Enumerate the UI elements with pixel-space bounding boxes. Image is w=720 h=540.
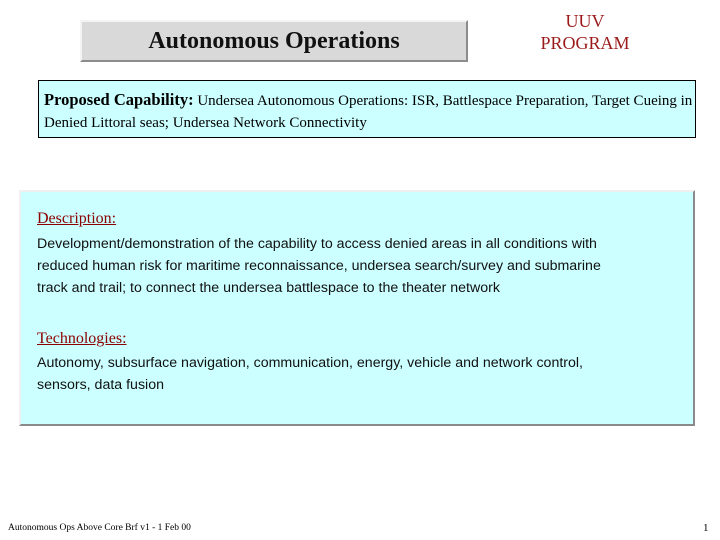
page-number: 1 [703, 522, 709, 534]
description-heading: Description: [37, 210, 117, 227]
capability-label: Proposed Capability: [44, 90, 194, 109]
technologies-text: Autonomy, subsurface navigation, communication, energy, vehicle and network control, sensors, data fusion [37, 355, 583, 393]
technologies-heading: Technologies: [37, 330, 127, 347]
capability-text: Undersea Autonomous Operations: ISR, Battlespace Preparation, Target Cueing in Denied Littoral seas; Undersea Network Connectivity [44, 93, 693, 131]
proposed-capability-box [38, 80, 696, 138]
description-box [19, 190, 695, 426]
program-label: UUV PROGRAM [540, 11, 630, 53]
slide-title-box [80, 20, 468, 62]
footer-text: Autonomous Ops Above Core Brf v1 - 1 Feb 00 [8, 523, 191, 533]
description-text: Development/demonstration of the capability to access denied areas in all conditions with reduced human risk for maritime reconnaissance, undersea search/survey and submarine track and trail; to connect the undersea battlespace to the theater network [37, 236, 601, 296]
slide-title: Autonomous Operations [148, 27, 400, 54]
